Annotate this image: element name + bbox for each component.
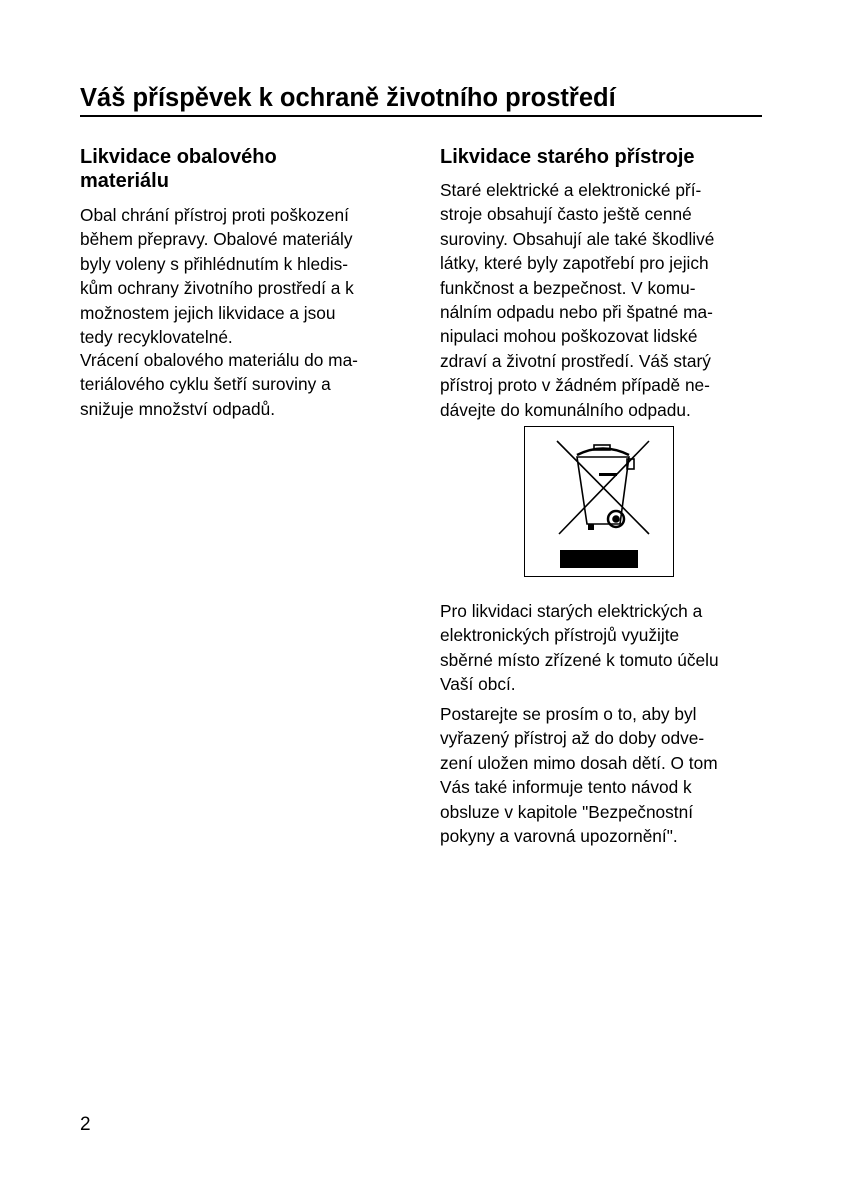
text-line: Postarejte se prosím o to, aby byl xyxy=(440,704,697,724)
text-line: přístroj proto v žádném případě ne- xyxy=(440,375,710,396)
text-line: zení uložen mimo dosah dětí. O tom xyxy=(440,752,718,773)
text-line: stroje obsahují často ještě cenné xyxy=(440,204,692,225)
crossed-out-wheelie-bin-icon xyxy=(524,426,674,577)
text-line: Vrácení obalového materiálu do ma- xyxy=(80,350,358,370)
text-line: sběrné místo zřízené k tomuto účelu xyxy=(440,649,719,670)
text-line: Pro likvidaci starých elektrických a xyxy=(440,601,703,621)
text-line: teriálového cyklu šetří suroviny a xyxy=(80,374,331,395)
text-line: nipulaci mohou poškozovat lidské xyxy=(440,326,698,347)
text-line: Vaší obcí. xyxy=(440,674,516,695)
old-appliance-paragraph-3 xyxy=(440,702,718,848)
page-number: 2 xyxy=(80,1114,91,1135)
text-line: funkčnost a bezpečnost. V komu- xyxy=(440,277,696,298)
text-line: kům ochrany životního prostředí a k xyxy=(80,278,354,299)
old-appliance-paragraph-1 xyxy=(440,178,714,422)
text-line: Staré elektrické a elektronické pří- xyxy=(440,180,702,200)
text-line: byly voleny s přihlédnutím k hledis- xyxy=(80,253,348,274)
text-line: zdraví a životní prostředí. Váš starý xyxy=(440,350,711,371)
text-line: Obal chrání přístroj proti poškození xyxy=(80,205,349,225)
old-appliance-paragraph-2 xyxy=(440,599,719,697)
text-line: látky, které byly zapotřebí pro jejich xyxy=(440,253,709,274)
text-line: elektronických přístrojů využijte xyxy=(440,625,680,646)
text-line: snižuje množství odpadů. xyxy=(80,398,276,419)
page-title: Váš příspěvek k ochraně životního prostředí xyxy=(80,84,616,112)
text-line: během přepravy. Obalové materiály xyxy=(80,229,353,250)
text-line: dávejte do komunálního odpadu. xyxy=(440,399,691,420)
text-line: nálním odpadu nebo při špatné ma- xyxy=(440,301,713,322)
packaging-paragraph-2 xyxy=(80,348,358,421)
text-line: pokyny a varovná upozornění". xyxy=(440,825,678,846)
packaging-paragraph-1 xyxy=(80,203,354,349)
text-line: tedy recyklovatelné. xyxy=(80,326,233,347)
text-line: Vás také informuje tento návod k xyxy=(440,777,692,798)
text-line: možnostem jejich likvidace a jsou xyxy=(80,302,336,323)
section-heading-packaging: Likvidace obalového materiálu xyxy=(80,146,277,192)
text-line: vyřazený přístroj až do doby odve- xyxy=(440,728,705,749)
text-line: obsluze v kapitole "Bezpečnostní xyxy=(440,801,694,822)
text-line: suroviny. Obsahují ale také škodlivé xyxy=(440,228,715,249)
section-heading-old-appliance: Likvidace starého přístroje xyxy=(440,146,695,168)
title-rule xyxy=(80,115,762,117)
